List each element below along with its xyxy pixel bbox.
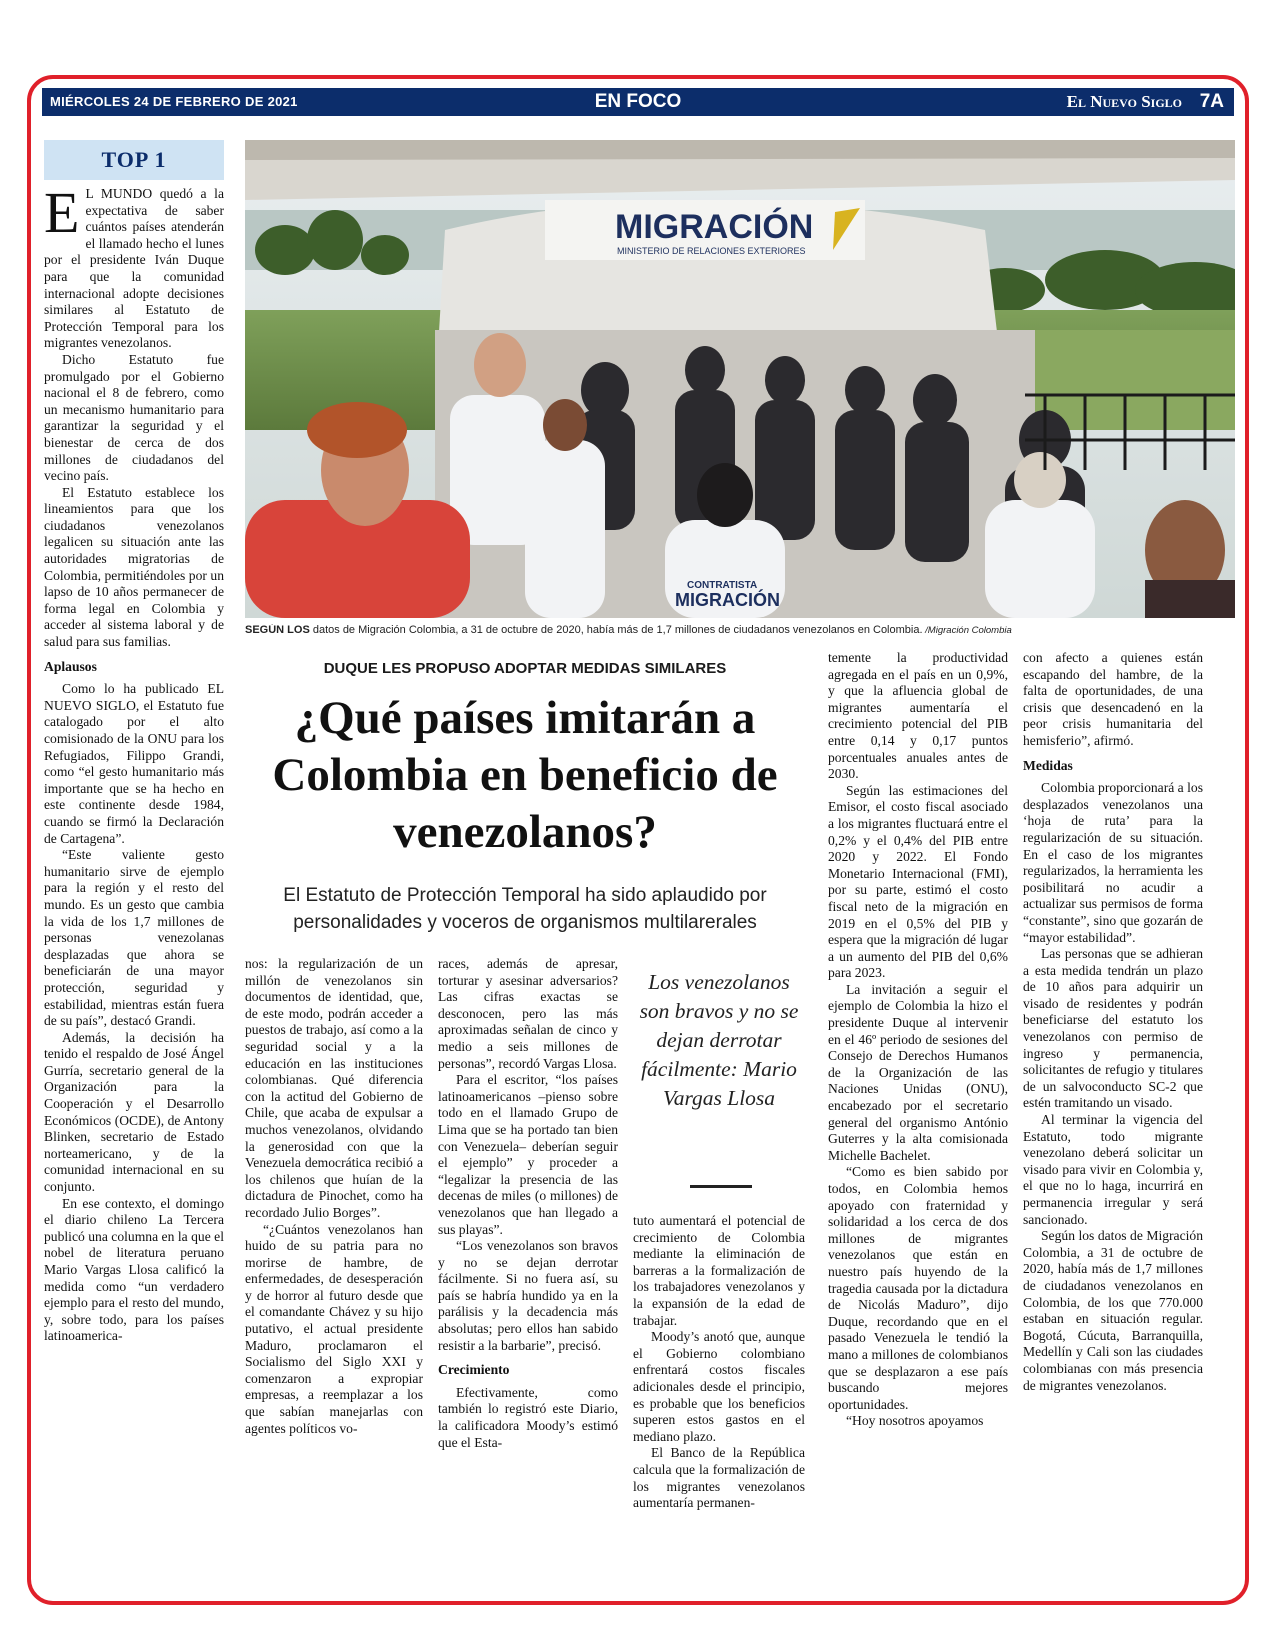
newspaper-name: El Nuevo Siglo	[1066, 92, 1182, 111]
paragraph: Para el escritor, “los países latinoamericanos –pienso sobre todo en el llamado Grupo de Lima que se ha portado tan bien con Venezuela– deberían seguir el ejemplo” y proceder a “legalizar la presencia de las decenas de miles (o millones) de venezolanos que han llegado a sus playas”.	[438, 1072, 618, 1237]
paragraph: temente la productividad agregada en el país en un 0,9%, y que la afluencia global de migrantes aumentaría el crecimiento potencial del PIB entre 0,14 y 0,17 puntos porcentuales anuales antes de 2030.	[828, 650, 1008, 782]
paragraph: Moody’s anotó que, aunque el Gobierno colombiano enfrentará costos fiscales adicionales desde el principio, es probable que los beneficios superen estos gastos en el mediano plazo.	[633, 1329, 805, 1444]
vest-text-2: MIGRACIÓN	[675, 590, 780, 610]
article-headline: ¿Qué países imitarán a Colombia en beneficio de venezolanos?	[272, 692, 778, 858]
paragraph: El Banco de la República calcula que la formalización de los migrantes venezolanos aumentaría permanen-	[633, 1445, 805, 1511]
paragraph: El Estatuto establece los lineamientos para que los ciudadanos venezolanos legalicen su situación ante las autoridades migratorias de Colombia, permitiéndoles por un lapso de 10 años permanecer de forma legal en Colombia y acceder al sistema laboral y de salud para sus familias.	[44, 484, 224, 650]
paragraph: En ese contexto, el domingo el diario chileno La Tercera publicó una columna en la que el nobel de literatura peruano Mario Vargas Llosa calificó la medida como “un verdadero ejemplo para el resto del mundo, y, sobre todo, para los países latinoamerica-	[44, 1195, 224, 1344]
lead-paragraph: E L MUNDO quedó a la expectativa de saber cuántos países atenderán el llamado hecho el lunes por el presidente Iván Duque para que la comunidad internacional adopte decisiones similares al Estatuto de Protección Temporal para los migrantes venezolanos.	[44, 186, 224, 351]
migration-checkpoint-photo	[245, 140, 1235, 618]
vest-text-1: CONTRATISTA	[687, 580, 758, 591]
paragraph: Además, la decisión ha tenido el respaldo de José Ángel Gurría, secretario general de la Organización para la Cooperación y el Desarrollo Económicos (OCDE), de Antony Blinken, secretario de Estado norteamericano, y de la comunidad internacional en su conjunto.	[44, 1029, 224, 1195]
article-column-5	[828, 650, 1008, 1595]
paragraph: Según las estimaciones del Emisor, el costo fiscal asociado a los migrantes fluctuará entre el 0,2% y el 0,4% del PIB entre 2020 y 2022. El Fondo Monetario Internacional (FMI), por su parte, estimó el costo fiscal neto de la migración en 2019 en el 0,5% del PIB y espera que la migración dé lugar a un aumento del PIB del 0,6% para 2023.	[828, 782, 1008, 981]
issue-date: MIÉRCOLES 24 DE FEBRERO DE 2021	[50, 94, 298, 109]
article-column-6	[1023, 650, 1203, 1595]
paragraph: Como lo ha publicado EL NUEVO SIGLO, el Estatuto fue catalogado por el alto comisionado de la ONU para los Refugiados, Filippo Grandi, como “el gesto humanitario más importante que se ha hecho en este continente desde 1984, cuando se firmó la Declaración de Cartagena”.	[44, 681, 224, 846]
sign-subtitle: MINISTERIO DE RELACIONES EXTERIORES	[617, 246, 806, 256]
article-kicker: DUQUE LES PROPUSO ADOPTAR MEDIDAS SIMILARES	[323, 660, 727, 677]
paragraph: “Los venezolanos son bravos y no se dejan derrotar fácilmente. Si no fuera así, su país se habría hundido ya en la parálisis y la decadencia más absolutas; pero ellos han sabido resistir a la barbarie”, precisó.	[438, 1238, 618, 1353]
paragraph: “Hoy nosotros apoyamos	[846, 1413, 984, 1429]
drop-cap: E	[44, 186, 80, 245]
top-tag-box	[44, 140, 224, 180]
caption-lead: SEGÚN LOS	[245, 624, 310, 636]
lead-photo	[245, 140, 1235, 618]
article-column-2	[245, 956, 423, 1596]
paragraph: Dicho Estatuto fue promulgado por el Gobierno nacional el 8 de febrero, como un mecanismo humanitario para garantizar la seguridad y el bienestar de cerca de dos millones de ciudadanos del vecino país.	[44, 351, 224, 484]
subheading: Medidas	[1023, 757, 1073, 773]
pull-quote-rule	[690, 1185, 752, 1188]
caption-text: datos de Migración Colombia, a 31 de octubre de 2020, había más de 1,7 millones de ciudadanos venezolanos en Colombia.	[309, 624, 923, 636]
article-column-3	[438, 956, 618, 1596]
paragraph: “¿Cuántos venezolanos han huido de su patria para no morirse de hambre, de enfermedades, de desesperación y de horror al futuro desde que el comandante Chávez y su hijo putativo, el actual presidente Maduro, proclamaron el Socialismo del Siglo XXI y comenzaron a expropiar empresas, a reemplazar a los que sabían manejarlas con agentes políticos vo-	[245, 1221, 423, 1436]
article-column-1	[44, 186, 224, 1591]
article-column-4	[633, 1213, 805, 1596]
paragraph: La invitación a seguir el ejemplo de Colombia la hizo el presidente Duque al intervenir en el 46º periodo de sesiones del Consejo de Derechos Humanos de la Organización de las Naciones Unidas (ONU), encabezado por el secretario general del organismo António Guterres y la alta comisionada Michelle Bachelet.	[828, 981, 1008, 1163]
sign-title: MIGRACIÓN	[615, 208, 814, 246]
photo-caption	[245, 624, 1235, 636]
paragraph: nos: la regularización de un millón de venezolanos sin documentos de identidad, que, de este modo, podrán acceder a puestos de trabajo, así como a la seguridad social y a la educación en las instituciones colombianas. Qué diferencia con la actitud del Gobierno de Chile, que acaba de expulsar a muchos venezolanos, olvidando la generosidad con que la Venezuela democrática recibió a los chilenos que huían de la dictadura de Pinochet, como ha recordado Julio Borges”.	[245, 956, 423, 1220]
paragraph: Según los datos de Migración Colombia, a 31 de octubre de 2020, había más de 1,7 millones de ciudadanos venezolanos en Colombia, de los que 770.000 estaban en situación regular. Bogotá, Cúcuta, Barranquilla, Medellín y Cali son las ciudades colombianas con más presencia de migrantes venezolanos.	[1023, 1228, 1203, 1393]
paragraph: Al terminar la vigencia del Estatuto, todo migrante venezolano deberá solicitar un visado para vivir en Colombia y, el que no lo haga, incurrirá en permanencia irregular y será sancionado.	[1023, 1112, 1203, 1227]
pull-quote: Los venezolanos son bravos y no se dejan derrotar fácilmente: Mario Vargas Llosa	[639, 970, 799, 1110]
paragraph: races, además de apresar, torturar y asesinar adversarios? Las cifras exactas se desconocen, pero las más aproximadas señalan de cinco y medio a seis millones de personas”, recordó Vargas Llosa.	[438, 956, 618, 1071]
subheading: Aplausos	[44, 658, 97, 674]
paragraph: Colombia proporcionará a los desplazados venezolanos una ‘hoja de ruta’ para la regularización de su situación. En el caso de los migrantes regularizados, la herramienta les posibilitará no acudir a actualizar sus permisos de forma “constante”, sino que gozarán de “mayor estabilidad”.	[1023, 780, 1203, 945]
page-number: 7A	[1199, 91, 1224, 112]
section-title: EN FOCO	[594, 91, 682, 112]
article-deck: El Estatuto de Protección Temporal ha sido aplaudido por personalidades y voceros de organismos multilarerales	[283, 885, 767, 933]
paragraph: Las personas que se adhieran a esta medida tendrán un plazo de 10 años para adquirir un visado de residentes y podrán beneficiarse del estatuto los venezolanos con permiso de ingreso y permanencia, solicitantes de refugio y titulares de un salvoconducto SC-2 que estén tramitando un visado.	[1023, 946, 1203, 1111]
page-header-bar	[42, 88, 1234, 116]
paragraph: “Como es bien sabido por todos, en Colombia hemos apoyado con fraternidad y solidaridad a los cerca de dos millones de migrantes venezolanos que están en nuestro país huyendo de la tragedia causada por la dictadura de Nicolás Maduro”, dijo Duque, recordando que en el pasado Venezuela le tendió la mano a millones de colombianos que se desplazaron a ese país buscando mejores oportunidades.	[828, 1164, 1008, 1412]
paragraph: con afecto a quienes están escapando del hambre, de la falta de oportunidades, de una crisis que desencadenó en la peor crisis humanitaria del hemisferio”, afirmó.	[1023, 650, 1203, 748]
paragraph: tuto aumentará el potencial de crecimiento de Colombia mediante la eliminación de barreras a la formalización de los trabajadores venezolanos y la expansión de la edad de trabajar.	[633, 1213, 805, 1328]
paragraph: “Este valiente gesto humanitario sirve de ejemplo para la región y el resto del mundo. Es un gesto que cambia la vida de los 1,7 millones de personas venezolanas desplazadas que ahora se beneficiarán de una mayor protección, seguridad y estabilidad, mientras están fuera de su país”, destacó Grandi.	[44, 847, 224, 1029]
paragraph: Efectivamente, como también lo registró este Diario, la calificadora Moody’s estimó que el Esta-	[438, 1384, 618, 1450]
photo-credit: /Migración Colombia	[922, 625, 1012, 636]
top-tag-label: TOP 1	[101, 147, 167, 172]
subheading: Crecimiento	[438, 1362, 510, 1378]
